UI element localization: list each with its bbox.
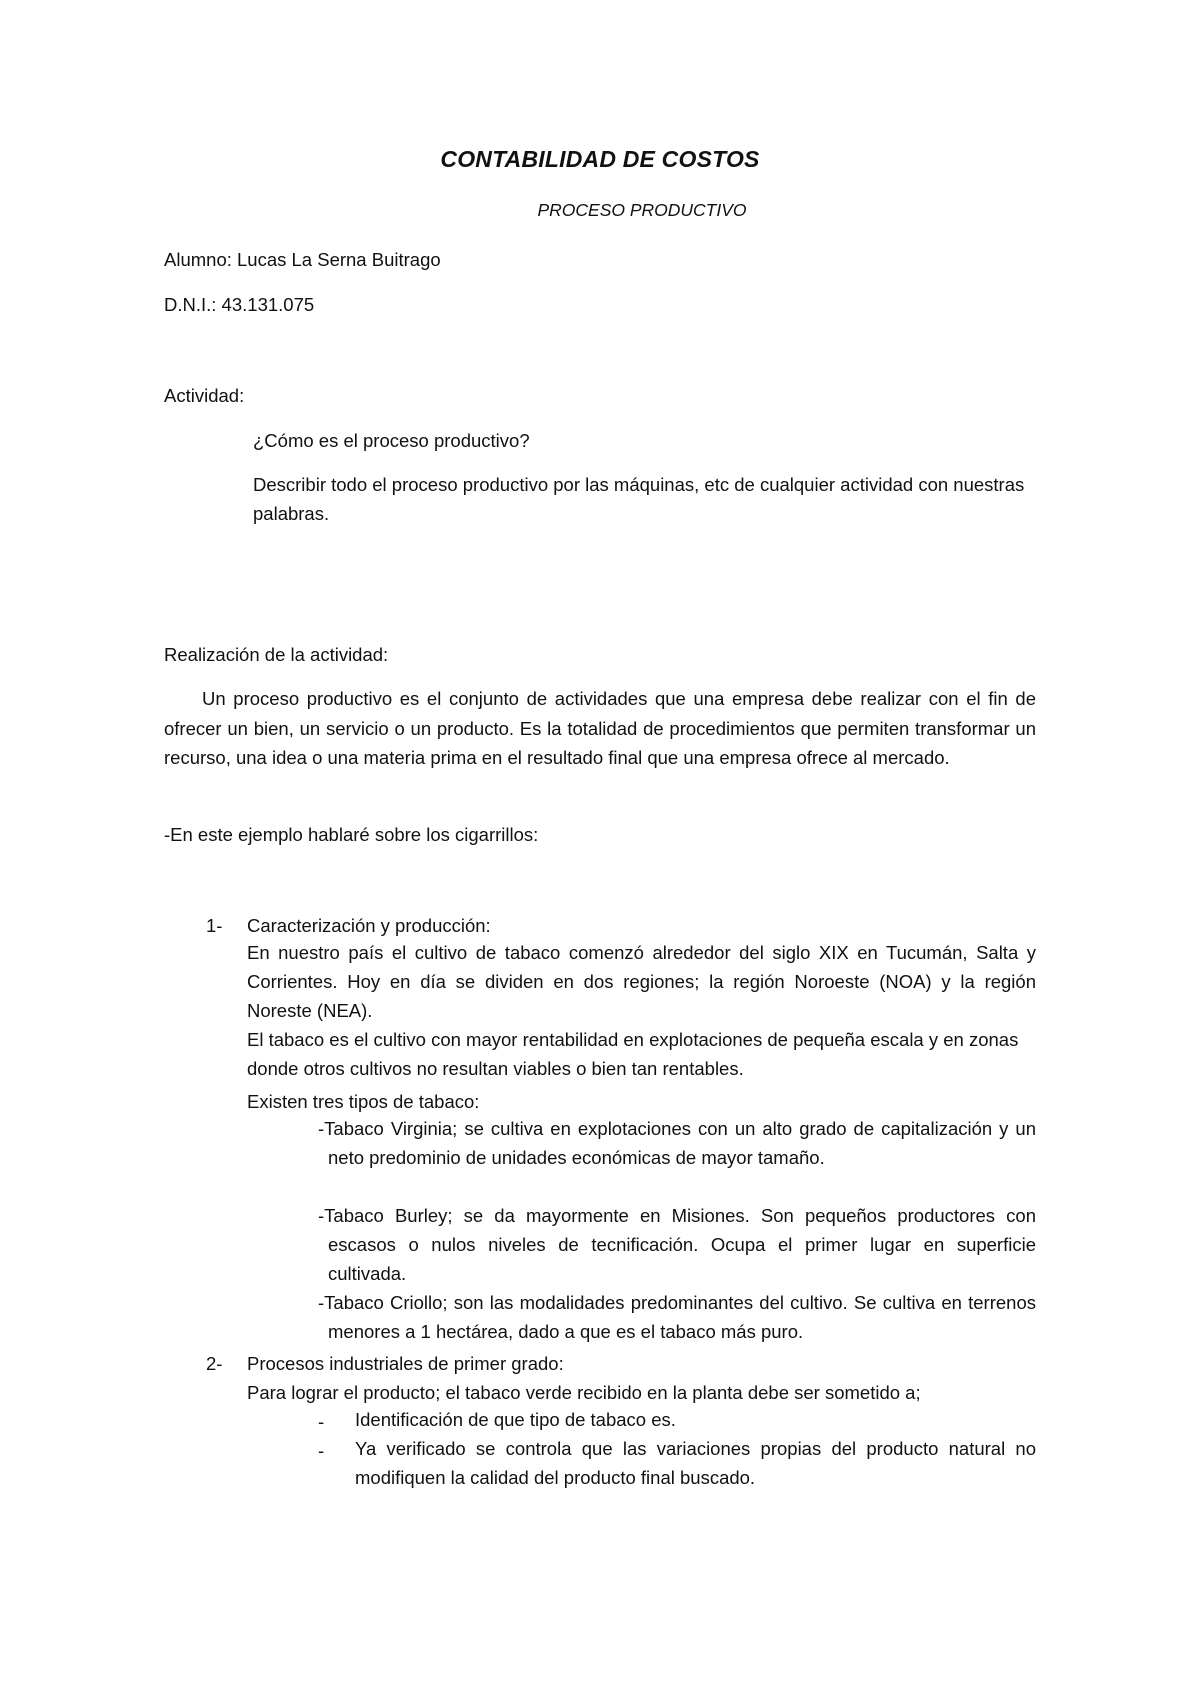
- section2-heading: Procesos industriales de primer grado:: [247, 1353, 564, 1374]
- section1-heading: Caracterización y producción:: [247, 915, 491, 936]
- tobacco-type-criollo: -Tabaco Criollo; son las modalidades predominantes del cultivo. Se cultiva en terrenos menores a 1 hectárea, dado a que es el tabaco más puro.: [318, 1292, 1036, 1342]
- section2-bullet: -: [318, 1440, 325, 1461]
- section2-bullet: -: [318, 1411, 325, 1432]
- example-line: -En este ejemplo hablaré sobre los cigarrillos:: [164, 824, 539, 845]
- tobacco-type-virginia: -Tabaco Virginia; se cultiva en explotaciones con un alto grado de capitalización y un neto predominio de unidades económicas de mayor tamaño.: [318, 1118, 1036, 1168]
- section2-item-identification: Identificación de que tipo de tabaco es.: [355, 1409, 676, 1430]
- student-name: Alumno: Lucas La Serna Buitrago: [164, 249, 441, 270]
- activity-instruction: Describir todo el proceso productivo por las máquinas, etc de cualquier actividad con nuestras palabras.: [253, 474, 1025, 524]
- activity-label: Actividad:: [164, 385, 245, 406]
- intro-paragraph: Un proceso productivo es el conjunto de actividades que una empresa debe realizar con el fin de ofrecer un bien, un servicio o un producto. Es la totalidad de procedimientos que permiten transformar un recurso, una idea o una materia prima en el resultado final que una empresa ofrece al mercado.: [164, 688, 1036, 768]
- document-title: CONTABILIDAD DE COSTOS: [440, 146, 760, 172]
- section2-number: 2-: [206, 1353, 223, 1374]
- section1-paragraph-history: En nuestro país el cultivo de tabaco comenzó alrededor del siglo XIX en Tucumán, Salta y Corrientes. Hoy en día se dividen en dos regiones; la región Noroeste (NOA) y la región Noreste (NEA).: [247, 942, 1036, 1021]
- student-dni: D.N.I.: 43.131.075: [164, 294, 315, 315]
- section2-paragraph: Para lograr el producto; el tabaco verde recibido en la planta debe ser sometido a;: [247, 1382, 921, 1403]
- section1-types-intro: Existen tres tipos de tabaco:: [247, 1091, 480, 1112]
- section1-paragraph-rentability: El tabaco es el cultivo con mayor rentabilidad en explotaciones de pequeña escala y en zonas donde otros cultivos no resultan viables o bien tan rentables.: [247, 1029, 1019, 1079]
- activity-question: ¿Cómo es el proceso productivo?: [253, 430, 530, 451]
- tobacco-type-burley: -Tabaco Burley; se da mayormente en Misiones. Son pequeños productores con escasos o nulos niveles de tecnificación. Ocupa el primer lugar en superficie cultivada.: [318, 1205, 1036, 1284]
- section1-number: 1-: [206, 915, 223, 936]
- document-subtitle: PROCESO PRODUCTIVO: [537, 200, 747, 220]
- realization-label: Realización de la actividad:: [164, 644, 389, 665]
- section2-item-verification: Ya verificado se controla que las variaciones propias del producto natural no modifiquen la calidad del producto final buscado.: [355, 1438, 1036, 1488]
